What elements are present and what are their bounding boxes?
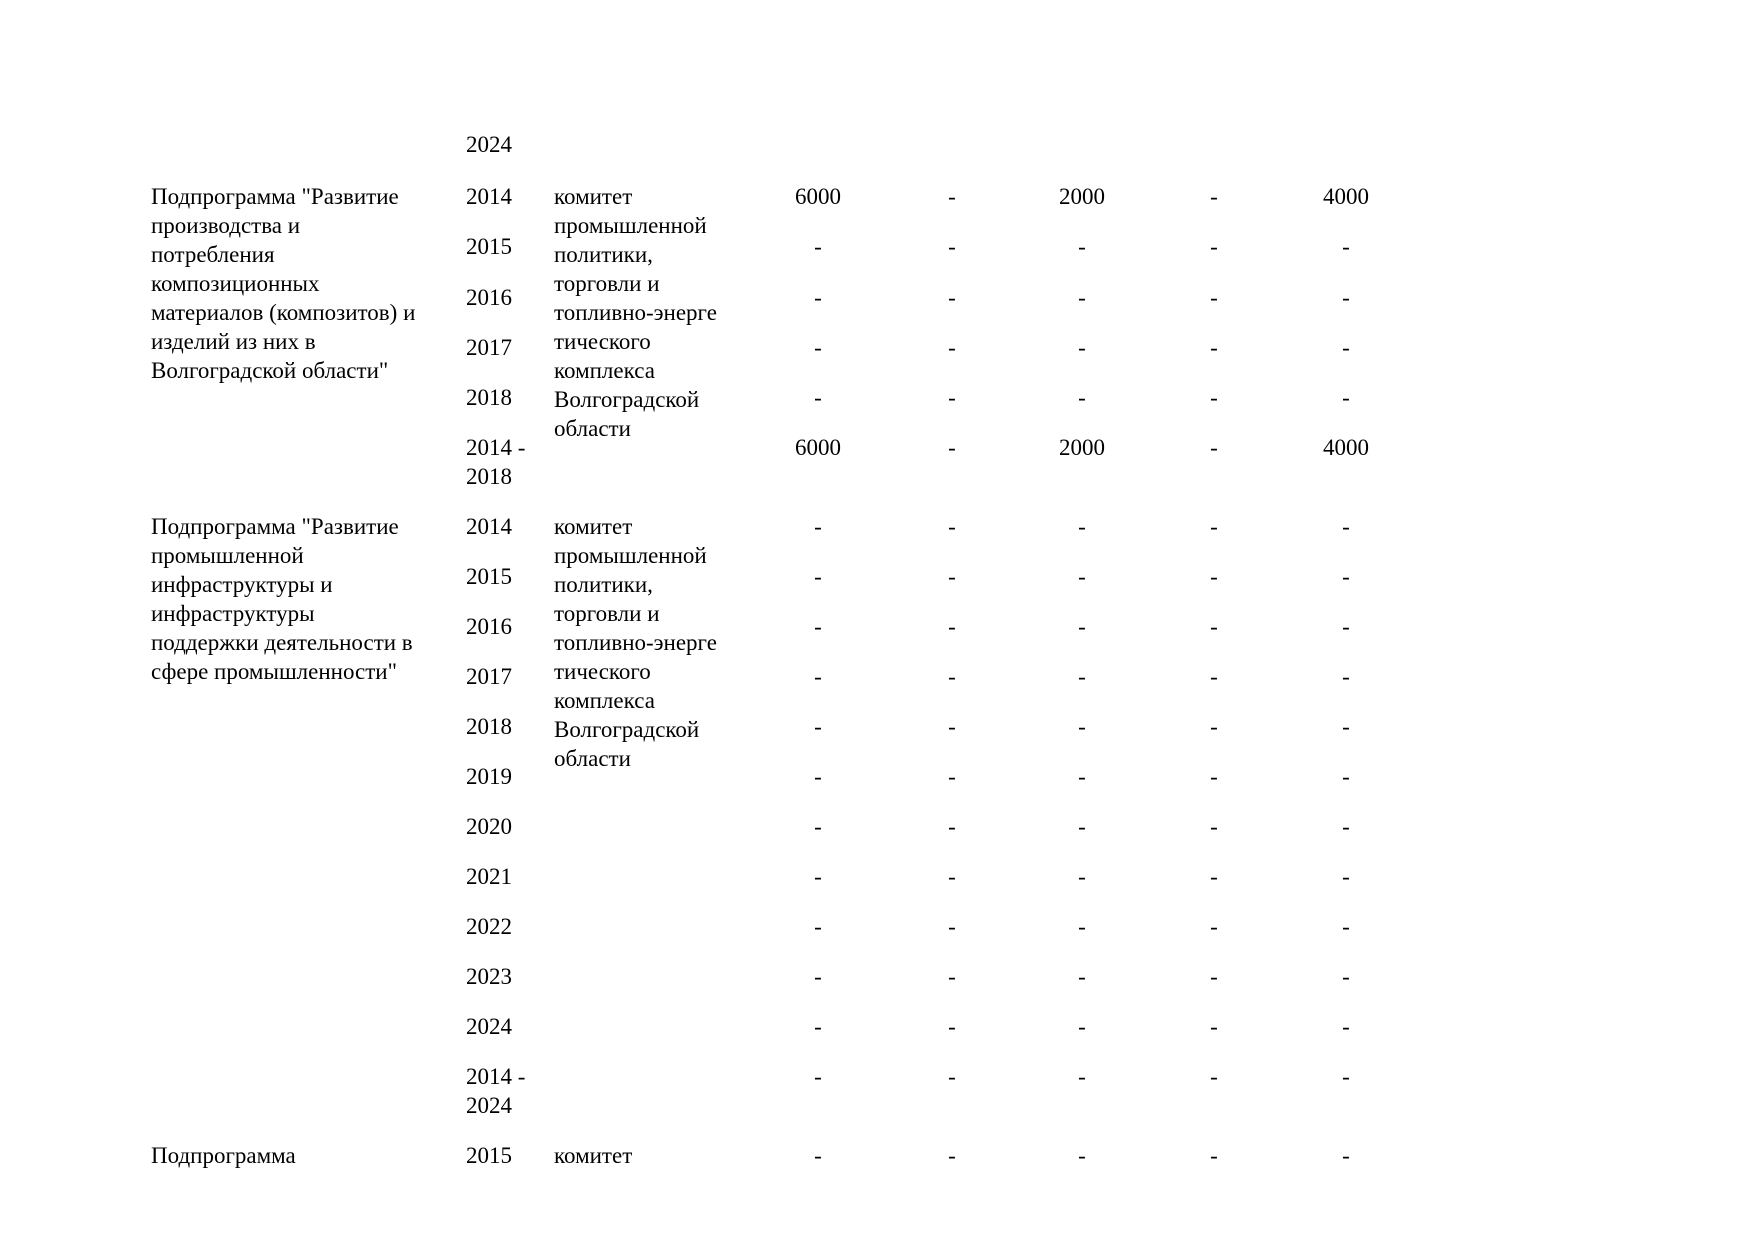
value-federal: -	[948, 435, 956, 460]
year-cell: 2023	[466, 964, 512, 989]
value-total: -	[814, 964, 822, 989]
value-total: -	[814, 614, 822, 639]
value-local: -	[1210, 614, 1218, 639]
value-regional: -	[1078, 385, 1086, 410]
value-local: -	[1210, 1143, 1218, 1168]
value-local: -	[1210, 1014, 1218, 1039]
year-cell: 2022	[466, 914, 512, 939]
value-federal: -	[948, 864, 956, 889]
value-regional: -	[1078, 514, 1086, 539]
value-federal: -	[948, 814, 956, 839]
program-name: Подпрограмма "Развитие производства и потребления композиционных материалов (композитов) и изделий из них в Волгоградской области"	[151, 184, 416, 383]
value-regional: -	[1078, 335, 1086, 360]
value-federal: -	[948, 1014, 956, 1039]
value-local: -	[1210, 864, 1218, 889]
value-regional: 2000	[1059, 435, 1105, 460]
value-regional: -	[1078, 764, 1086, 789]
value-regional: -	[1078, 1064, 1086, 1089]
year-cell: 2014	[466, 184, 512, 209]
value-extrabudget: -	[1342, 964, 1350, 989]
responsible-executor: комитет промышленной политики, торговли и топливно-энерге тического комплекса Волгоградской области	[554, 514, 717, 771]
value-local: -	[1210, 514, 1218, 539]
value-federal: -	[948, 614, 956, 639]
value-extrabudget: 4000	[1323, 435, 1369, 460]
value-total: -	[814, 514, 822, 539]
value-regional: -	[1078, 234, 1086, 259]
year-cell: 2015	[466, 564, 512, 589]
value-local: -	[1210, 385, 1218, 410]
value-local: -	[1210, 914, 1218, 939]
value-extrabudget: -	[1342, 864, 1350, 889]
value-local: -	[1210, 234, 1218, 259]
value-total: -	[814, 1064, 822, 1089]
value-extrabudget: -	[1342, 714, 1350, 739]
year-cell: 2019	[466, 764, 512, 789]
value-total: -	[814, 335, 822, 360]
value-local: -	[1210, 285, 1218, 310]
value-regional: -	[1078, 564, 1086, 589]
value-local: -	[1210, 435, 1218, 460]
value-federal: -	[948, 385, 956, 410]
program-name: Подпрограмма "Развитие промышленной инфраструктуры и инфраструктуры поддержки деятельности в сфере промышленности"	[151, 514, 413, 684]
value-local: -	[1210, 664, 1218, 689]
value-extrabudget: -	[1342, 514, 1350, 539]
value-total: -	[814, 385, 822, 410]
value-federal: -	[948, 964, 956, 989]
value-federal: -	[948, 514, 956, 539]
year-cell: 2016	[466, 285, 512, 310]
value-regional: -	[1078, 964, 1086, 989]
responsible-executor: комитет	[554, 1143, 633, 1168]
responsible-executor: комитет промышленной политики, торговли и топливно-энерге тического комплекса Волгоградской области	[554, 184, 717, 441]
year-cell: 2017	[466, 335, 512, 360]
value-extrabudget: -	[1342, 335, 1350, 360]
value-local: -	[1210, 714, 1218, 739]
year-cell: 2017	[466, 664, 512, 689]
value-total: -	[814, 664, 822, 689]
value-local: -	[1210, 1064, 1218, 1089]
year-cell: 2015	[466, 234, 512, 259]
value-total: 6000	[795, 184, 841, 209]
value-extrabudget: -	[1342, 385, 1350, 410]
value-federal: -	[948, 1064, 956, 1089]
value-extrabudget: -	[1342, 914, 1350, 939]
value-federal: -	[948, 234, 956, 259]
value-extrabudget: -	[1342, 1064, 1350, 1089]
value-regional: -	[1078, 1143, 1086, 1168]
value-regional: -	[1078, 664, 1086, 689]
value-extrabudget: -	[1342, 614, 1350, 639]
year-cell: 2016	[466, 614, 512, 639]
value-local: -	[1210, 184, 1218, 209]
value-local: -	[1210, 335, 1218, 360]
value-total: -	[814, 564, 822, 589]
value-total: 6000	[795, 435, 841, 460]
value-extrabudget: -	[1342, 764, 1350, 789]
value-local: -	[1210, 564, 1218, 589]
value-local: -	[1210, 964, 1218, 989]
value-federal: -	[948, 564, 956, 589]
value-extrabudget: -	[1342, 564, 1350, 589]
value-federal: -	[948, 285, 956, 310]
year-range-cell: 2014 - 2024	[466, 1064, 526, 1118]
value-total: -	[814, 234, 822, 259]
value-total: -	[814, 285, 822, 310]
value-regional: -	[1078, 714, 1086, 739]
value-federal: -	[948, 764, 956, 789]
year-range-cell: 2014 - 2018	[466, 435, 526, 489]
value-regional: -	[1078, 285, 1086, 310]
value-extrabudget: -	[1342, 1143, 1350, 1168]
value-extrabudget: -	[1342, 814, 1350, 839]
value-total: -	[814, 814, 822, 839]
value-extrabudget: 4000	[1323, 184, 1369, 209]
value-local: -	[1210, 814, 1218, 839]
value-regional: -	[1078, 864, 1086, 889]
year-cell: 2014	[466, 514, 512, 539]
value-federal: -	[948, 714, 956, 739]
year-cell: 2020	[466, 814, 512, 839]
value-federal: -	[948, 664, 956, 689]
year-cell: 2018	[466, 385, 512, 410]
value-extrabudget: -	[1342, 285, 1350, 310]
program-name: Подпрограмма	[151, 1143, 296, 1168]
year-cell: 2018	[466, 714, 512, 739]
value-federal: -	[948, 335, 956, 360]
value-total: -	[814, 1143, 822, 1168]
value-extrabudget: -	[1342, 1014, 1350, 1039]
value-federal: -	[948, 914, 956, 939]
year-cell: 2024	[466, 1014, 512, 1039]
value-regional: -	[1078, 814, 1086, 839]
year-cell: 2024	[466, 132, 512, 157]
value-extrabudget: -	[1342, 664, 1350, 689]
value-regional: -	[1078, 1014, 1086, 1039]
value-total: -	[814, 864, 822, 889]
value-local: -	[1210, 764, 1218, 789]
value-federal: -	[948, 1143, 956, 1168]
value-regional: 2000	[1059, 184, 1105, 209]
value-total: -	[814, 1014, 822, 1039]
value-total: -	[814, 714, 822, 739]
value-total: -	[814, 914, 822, 939]
value-federal: -	[948, 184, 956, 209]
value-regional: -	[1078, 614, 1086, 639]
value-total: -	[814, 764, 822, 789]
value-regional: -	[1078, 914, 1086, 939]
value-extrabudget: -	[1342, 234, 1350, 259]
year-cell: 2021	[466, 864, 512, 889]
year-cell: 2015	[466, 1143, 512, 1168]
